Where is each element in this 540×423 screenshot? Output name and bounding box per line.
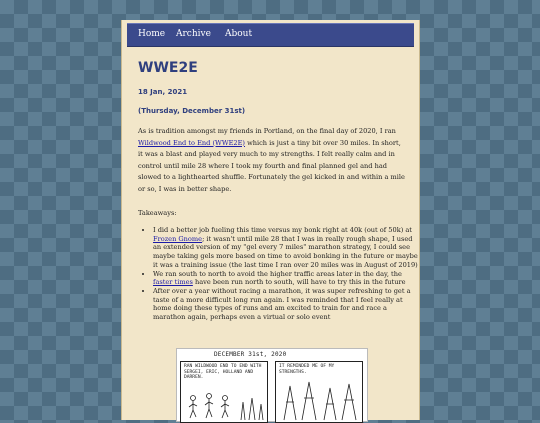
post-subdate: (Thursday, December 31st)	[138, 107, 246, 115]
runners-drawing-icon	[181, 362, 267, 422]
comic-panel-2	[275, 361, 363, 423]
list-item	[153, 270, 421, 287]
intro-paragraph	[138, 126, 406, 195]
post-date: 18 Jan, 2021	[138, 88, 188, 96]
bullet-text-after: have been run north to south, will have to try this in the future	[192, 278, 406, 287]
trees-drawing-icon	[276, 362, 362, 422]
takeaways-label: Takeaways:	[138, 209, 177, 217]
list-item	[153, 226, 421, 270]
post-title: WWE2E	[138, 60, 198, 76]
faster-times-link[interactable]: faster times	[153, 278, 193, 287]
intro-text-before: As is tradition amongst my friends in Portland, on the final day of 2020, I ran	[138, 127, 396, 135]
nav-home-link[interactable]: Home	[138, 29, 166, 39]
nav-about-link[interactable]: About	[225, 29, 253, 39]
takeaways-list	[138, 226, 421, 322]
nav-bar	[127, 23, 414, 47]
bullet-text-after: ; it wasn't until mile 28 that I was in really rough shape, I used an extended version of my "gel every 7 miles" marathon strategy, I could see maybe taking gels more based on time to avoid bonking in the future or maybe it was a training issue (the last time I ran over 20 miles was in August of 2019)	[153, 234, 418, 269]
comic-panel-2-text: IT REMINDED ME OF MY STRENGTHS.	[279, 364, 335, 375]
content-page	[121, 20, 420, 420]
nav-archive-link[interactable]: Archive	[176, 29, 211, 39]
wwe2e-link[interactable]: Wildwood End to End (WWE2E)	[138, 138, 245, 147]
bullet-text-before: I did a better job fueling this time versus my bonk right at 40k (out of 50k) at	[153, 226, 412, 234]
bullet-text: After over a year without racing a marathon, it was super refreshing to get a taste of a more difficult long run again. I was reminded that I feel really at home doing these types of runs and am excited to train for and race a marathon again, perhaps even a virtual or solo event	[153, 286, 411, 322]
list-item	[153, 287, 421, 322]
bullet-text-before: We ran south to north to avoid the higher traffic areas later in the day, the	[153, 269, 402, 278]
comic-panel-1	[180, 361, 268, 423]
comic-image	[176, 348, 368, 422]
intro-text-after: which is just a tiny bit over 30 miles. In short, it was a blast and played very much to my strengths. I felt really calm and in control until mile 28 where I took my fourth and final planned gel and had slowed to a lighthearted shuffle. Fortunately the gel kicked in and within a mile or so, I was in better shape.	[138, 138, 405, 193]
comic-caption: DECEMBER 31st, 2020	[214, 351, 287, 358]
frozen-gnome-link[interactable]: Frozen Gnome	[153, 234, 203, 243]
comic-panel-1-text: RAN WILDWOOD END TO END WITH SERGEI, ERIC, HOLLAND AND DARREN.	[184, 364, 262, 381]
